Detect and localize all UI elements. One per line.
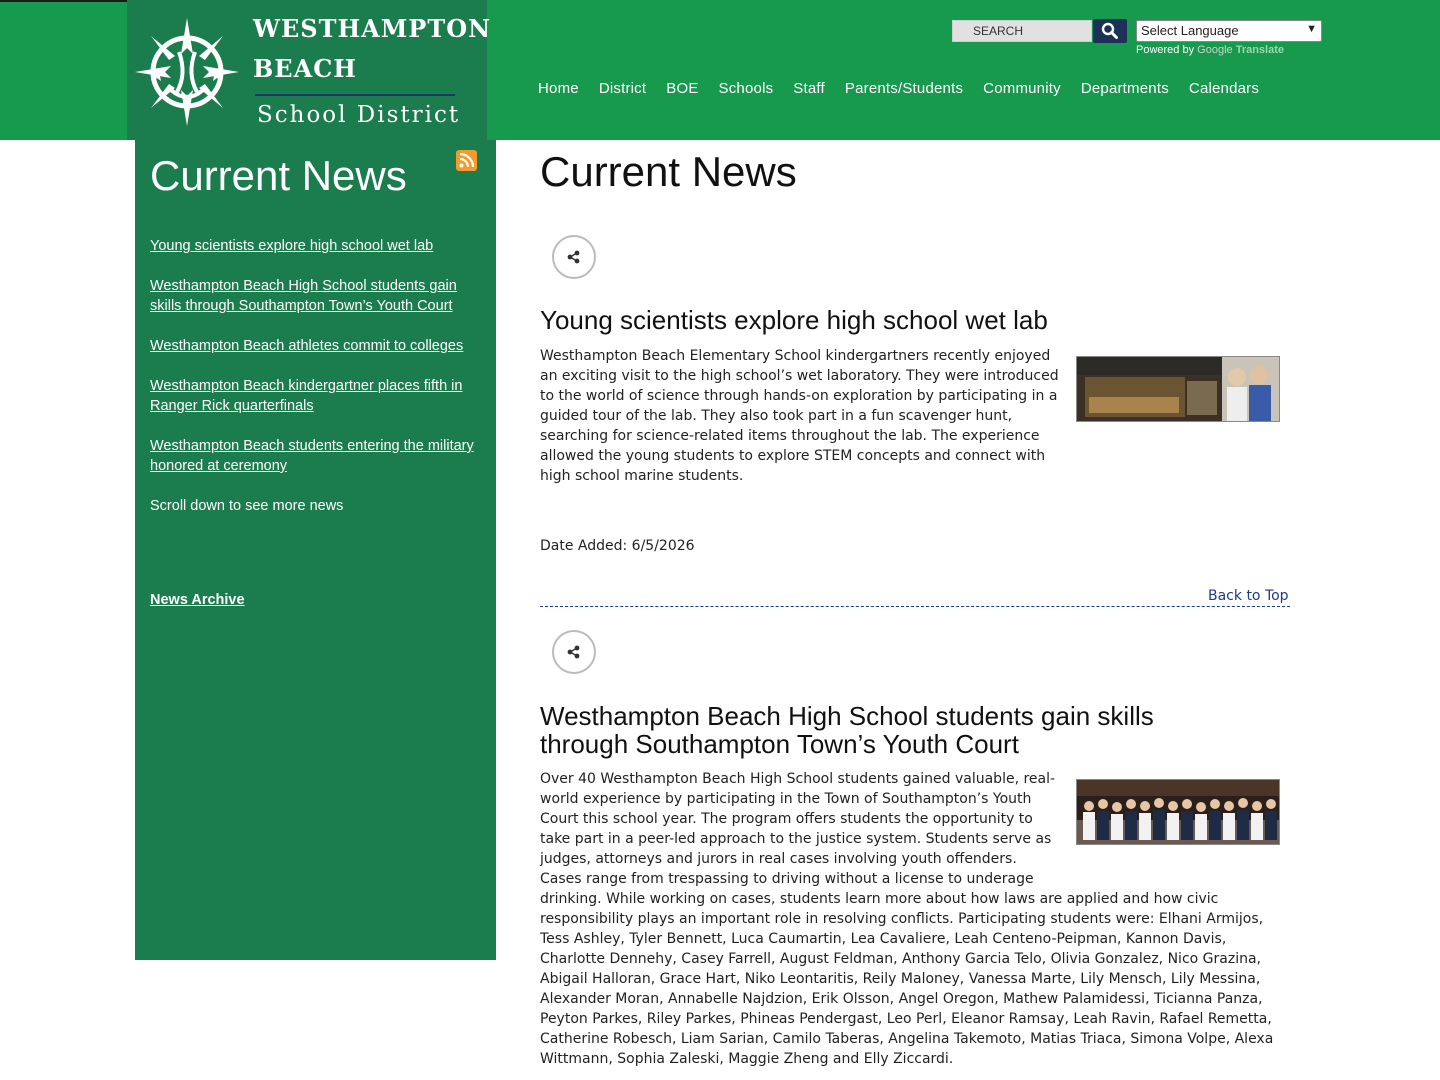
share-button[interactable] bbox=[552, 630, 596, 674]
page-title: Current News bbox=[540, 148, 797, 195]
article-text-line: world experience by participating in the Town of Southampton’s Youth bbox=[540, 791, 1032, 807]
sidebar-news-link[interactable]: Westhampton Beach kindergartner places fifth in Ranger Rick quarterfinals bbox=[150, 378, 463, 414]
date-added: Date Added: 6/5/2026 bbox=[540, 538, 695, 554]
scroll-note: Scroll down to see more news bbox=[150, 498, 344, 514]
article-text-line: Peyton Parkes, Riley Parkes, Phineas Pendergast, Leo Perl, Eleanor Ramsay, Leah Ravin, Rafael Remetta, bbox=[540, 1011, 1272, 1027]
article-text-line: Charlotte Dennehy, Casey Farrell, August Feldman, Anthony Garcia Telo, Olivia Gonzalez, Nico Grazina, bbox=[540, 951, 1261, 967]
nav-item-home[interactable]: Home bbox=[538, 80, 579, 97]
article-text-line: Cases range from trespassing to driving without a license to underage bbox=[540, 871, 1034, 887]
article-title-line: through Southampton Town’s Youth Court bbox=[540, 729, 1019, 759]
article-thumbnail[interactable] bbox=[1076, 356, 1280, 422]
article-text-line: allowed the young students to explore STEM concepts and connect with bbox=[540, 448, 1046, 464]
article-text-line: Tess Ashley, Tyler Bennett, Luca Caumartin, Lea Cavaliere, Leah Centeno-Peipman, Kannon Davis, bbox=[540, 931, 1227, 947]
share-icon bbox=[566, 644, 582, 660]
rss-feed-button[interactable] bbox=[456, 150, 477, 171]
article-title[interactable]: Young scientists explore high school wet lab bbox=[540, 305, 1048, 335]
article-title[interactable] bbox=[540, 702, 1300, 758]
nav-item-district[interactable]: District bbox=[598, 80, 647, 97]
youth-court-group-photo bbox=[1077, 780, 1280, 845]
article-text-line: high school marine students. bbox=[540, 468, 744, 484]
article-text-line: responsibility plays an important role in resolving conflicts. Participating students were: Elhani Armijos, bbox=[540, 911, 1264, 927]
article-text-line: to the world of science through hands-on exploration by participating in a bbox=[540, 388, 1058, 404]
sidebar-news-link[interactable]: Westhampton Beach High School students gain skills through Southampton Town’s Youth Court bbox=[150, 278, 457, 314]
article-thumbnail[interactable] bbox=[1076, 779, 1280, 845]
language-select-value: Select Language bbox=[1141, 23, 1239, 38]
search-button[interactable] bbox=[1093, 19, 1127, 43]
sidebar-title: Current News bbox=[150, 152, 407, 199]
back-to-top-link[interactable]: Back to Top bbox=[1208, 588, 1289, 604]
article-text-line: Abigail Halloran, Grace Hart, Niko Leontaritis, Reily Maloney, Vanessa Marte, Lily Mensch, Lily Messina, bbox=[540, 971, 1261, 987]
sidebar-news-link[interactable]: Westhampton Beach students entering the military honored at ceremony bbox=[150, 438, 474, 474]
sidebar-news-link[interactable]: Young scientists explore high school wet lab bbox=[150, 238, 434, 254]
logo-divider bbox=[255, 94, 455, 96]
article-text-line: Catherine Robesch, Liam Sarian, Camilo Taberas, Angelina Takemoto, Matias Triaca, Simona Volpe, Alexa bbox=[540, 1031, 1274, 1047]
news-sidebar bbox=[135, 140, 496, 960]
article-text-line: Over 40 Westhampton Beach High School students gained valuable, real- bbox=[540, 771, 1056, 787]
translate-label: Translate bbox=[1235, 44, 1285, 56]
article-divider bbox=[540, 606, 1290, 607]
nav-item-schools[interactable]: Schools bbox=[718, 80, 774, 97]
logo-text-westhampton: WESTHAMPTON bbox=[253, 14, 492, 43]
district-logo[interactable] bbox=[127, 0, 492, 140]
article-text-line: Alexander Moran, Annabelle Najdzion, Erik Olsson, Angel Oregon, Mathew Palamidessi, Ticianna Panza, bbox=[540, 991, 1263, 1007]
compass-emblem-icon bbox=[131, 14, 243, 130]
search-input[interactable]: SEARCH bbox=[952, 20, 1092, 42]
article-text-line: searching for science-related items throughout the lab. The experience bbox=[540, 428, 1040, 444]
article-text-line: Wittmann, Sophia Zaleski, Maggie Zheng and Elly Ziccardi. bbox=[540, 1051, 954, 1067]
article-text-line: Westhampton Beach Elementary School kindergartners recently enjoyed bbox=[540, 348, 1051, 364]
news-archive-link[interactable]: News Archive bbox=[150, 592, 245, 608]
article-text-line: drinking. While working on cases, students learn more about how laws are applied and how civic bbox=[540, 891, 1219, 907]
article-body bbox=[540, 346, 1059, 486]
main-navigation bbox=[538, 80, 1259, 97]
powered-by-google-translate bbox=[1136, 44, 1284, 56]
nav-item-parents-students[interactable]: Parents/Students bbox=[844, 80, 964, 97]
nav-item-boe[interactable]: BOE bbox=[666, 80, 699, 97]
google-logo-text[interactable]: Google bbox=[1197, 44, 1233, 56]
language-select[interactable] bbox=[1136, 20, 1322, 42]
article-text-line: Court this school year. The program offers students the opportunity to bbox=[540, 811, 1033, 827]
sidebar-news-link[interactable]: Westhampton Beach athletes commit to colleges bbox=[150, 338, 464, 354]
share-button[interactable] bbox=[552, 235, 596, 279]
article-text-line: an exciting visit to the high school’s wet laboratory. They were introduced bbox=[540, 368, 1059, 384]
sidebar-news-list bbox=[150, 236, 480, 516]
nav-item-departments[interactable]: Departments bbox=[1080, 80, 1169, 97]
nav-item-staff[interactable]: Staff bbox=[793, 80, 825, 97]
nav-item-community[interactable]: Community bbox=[983, 80, 1061, 97]
article-text-line: guided tour of the lab. They also took part in a fun scavenger hunt, bbox=[540, 408, 1013, 424]
logo-text-school-district: School District bbox=[257, 102, 461, 128]
site-header bbox=[0, 0, 1440, 140]
article-text-line: judges, attorneys and jurors in real cases involving youth offenders. bbox=[540, 851, 1017, 867]
logo-text-beach: BEACH bbox=[253, 54, 357, 83]
article-text-line: take part in a peer-led approach to the justice system. Students serve as bbox=[540, 831, 1052, 847]
nav-item-calendars[interactable]: Calendars bbox=[1188, 80, 1260, 97]
search-icon bbox=[1101, 22, 1119, 40]
share-icon bbox=[566, 249, 582, 265]
powered-by-label: Powered by bbox=[1136, 44, 1195, 56]
chevron-down-icon: ▼ bbox=[1306, 23, 1317, 35]
rss-icon bbox=[456, 150, 477, 171]
wet-lab-photo bbox=[1077, 357, 1280, 422]
article-title-line: Westhampton Beach High School students gain skills bbox=[540, 701, 1154, 731]
